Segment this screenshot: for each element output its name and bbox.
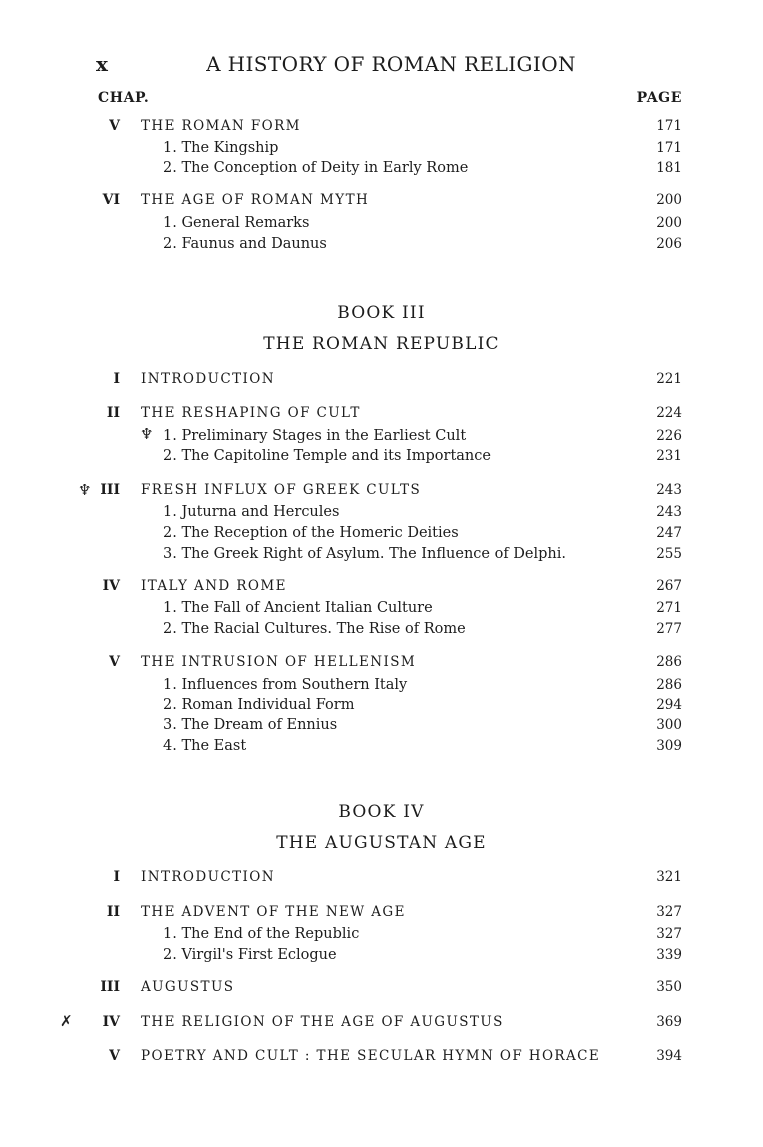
- chapter-number: IV: [102, 1014, 120, 1030]
- chapter-title: FRESH INFLUX OF GREEK CULTS: [141, 482, 422, 498]
- page-number: 277: [656, 621, 682, 637]
- toc-chapter-row: [0, 369, 763, 389]
- section-title: 2. Faunus and Daunus: [163, 236, 327, 252]
- page-number: 321: [656, 869, 682, 885]
- running-title: A HISTORY OF ROMAN RELIGION: [206, 52, 576, 76]
- page-number: 267: [656, 578, 682, 594]
- margin-mark: ✗: [60, 1012, 73, 1030]
- page-number: 294: [656, 697, 682, 713]
- chapter-title: POETRY AND CULT : THE SECULAR HYMN OF HORACE: [141, 1048, 601, 1064]
- toc-section-row: [0, 138, 763, 158]
- page-number: 327: [656, 904, 682, 920]
- chapter-title: ITALY AND ROME: [141, 578, 287, 594]
- section-title: 2. The Capitoline Temple and its Importance: [163, 448, 491, 464]
- section-title: 3. The Dream of Ennius: [163, 717, 338, 733]
- chapter-number: V: [109, 1048, 120, 1064]
- page-number: 224: [656, 405, 682, 421]
- chapter-title: THE AGE OF ROMAN MYTH: [141, 192, 370, 208]
- chapter-number: II: [106, 405, 120, 421]
- toc-chapter-row: [0, 576, 763, 596]
- page-number: 247: [656, 525, 682, 541]
- toc-section-row: [0, 598, 763, 618]
- chap-column-heading: CHAP.: [98, 90, 150, 106]
- toc-chapter-row: [0, 867, 763, 887]
- chapter-title: THE ADVENT OF THE NEW AGE: [141, 904, 406, 920]
- toc-chapter-row: [0, 902, 763, 922]
- chapter-number: IV: [102, 578, 120, 594]
- toc-section-row: [0, 234, 763, 254]
- toc-section-row: [0, 213, 763, 233]
- section-title: 1. The Kingship: [163, 140, 279, 156]
- toc-chapter-row: [0, 1012, 763, 1032]
- page-number: 309: [656, 738, 682, 754]
- section-title: 2. Virgil's First Eclogue: [163, 947, 337, 963]
- page-number: 206: [656, 236, 682, 252]
- book-heading: BOOK IV: [338, 802, 425, 822]
- toc-section-row: [0, 945, 763, 965]
- chapter-number: I: [113, 371, 120, 387]
- chapter-title: THE RESHAPING OF CULT: [141, 405, 361, 421]
- page-number: 221: [656, 371, 682, 387]
- section-title: 4. The East: [163, 738, 247, 754]
- chapter-number: III: [100, 979, 120, 995]
- toc-section-row: [0, 619, 763, 639]
- running-head: [96, 52, 686, 78]
- toc-section-row: [0, 446, 763, 466]
- section-title: 2. The Racial Cultures. The Rise of Rome: [163, 621, 466, 637]
- toc-chapter-row: [0, 480, 763, 500]
- page-number: 243: [656, 482, 682, 498]
- chapter-title: AUGUSTUS: [141, 979, 235, 995]
- toc-section-row: [0, 426, 763, 446]
- toc-section-row: [0, 502, 763, 522]
- book-subtitle: THE AUGUSTAN AGE: [276, 833, 487, 853]
- chapter-title: INTRODUCTION: [141, 869, 275, 885]
- chapter-title: THE RELIGION OF THE AGE OF AUGUSTUS: [141, 1014, 504, 1030]
- margin-mark: ♆: [78, 481, 92, 499]
- page-number: 286: [656, 677, 682, 693]
- chapter-number: V: [109, 118, 120, 134]
- page-number: 327: [656, 926, 682, 942]
- section-title: 3. The Greek Right of Asylum. The Influence of Delphi.: [163, 546, 567, 562]
- chapter-title: THE INTRUSION OF HELLENISM: [141, 654, 417, 670]
- chapter-number: VI: [102, 192, 120, 208]
- toc-section-row: [0, 695, 763, 715]
- toc-chapter-row: [0, 1046, 763, 1066]
- chapter-number: V: [109, 654, 120, 670]
- book-heading: BOOK III: [337, 303, 426, 323]
- section-title: 1. Juturna and Hercules: [163, 504, 340, 520]
- toc-section-row: [0, 523, 763, 543]
- section-title: 1. Preliminary Stages in the Earliest Cult: [163, 428, 467, 444]
- chapter-title: THE ROMAN FORM: [141, 118, 301, 134]
- page-number: 200: [656, 192, 682, 208]
- page-number: 243: [656, 504, 682, 520]
- page-number: 339: [656, 947, 682, 963]
- section-title: 1. The End of the Republic: [163, 926, 360, 942]
- page-number: 286: [656, 654, 682, 670]
- page-number: 171: [656, 140, 682, 156]
- page-number: 171: [656, 118, 682, 134]
- toc-section-row: [0, 736, 763, 756]
- page-number: 181: [656, 160, 682, 176]
- toc-section-row: [0, 924, 763, 944]
- page-number: 369: [656, 1014, 682, 1030]
- toc-chapter-row: [0, 190, 763, 210]
- page-number: 350: [656, 979, 682, 995]
- chapter-number: I: [113, 869, 120, 885]
- section-title: 1. Influences from Southern Italy: [163, 677, 408, 693]
- toc-section-row: [0, 544, 763, 564]
- page-number: 255: [656, 546, 682, 562]
- toc-section-row: [0, 675, 763, 695]
- section-title: 2. Roman Individual Form: [163, 697, 355, 713]
- toc-chapter-row: [0, 116, 763, 136]
- toc-chapter-row: [0, 403, 763, 423]
- toc-section-row: [0, 715, 763, 735]
- chapter-title: INTRODUCTION: [141, 371, 275, 387]
- folio: x: [96, 52, 108, 76]
- toc-chapter-row: [0, 652, 763, 672]
- margin-mark: ♆: [140, 425, 154, 443]
- section-title: 2. The Conception of Deity in Early Rome: [163, 160, 469, 176]
- page-number: 200: [656, 215, 682, 231]
- toc-section-row: [0, 158, 763, 178]
- book-subtitle: THE ROMAN REPUBLIC: [263, 334, 500, 354]
- toc-chapter-row: [0, 977, 763, 997]
- section-title: 1. The Fall of Ancient Italian Culture: [163, 600, 433, 616]
- chapter-number: III: [100, 482, 120, 498]
- page-number: 300: [656, 717, 682, 733]
- page-number: 271: [656, 600, 682, 616]
- section-title: 2. The Reception of the Homeric Deities: [163, 525, 459, 541]
- page-number: 226: [656, 428, 682, 444]
- page-number: 394: [656, 1048, 682, 1064]
- page-column-heading: PAGE: [636, 90, 682, 106]
- chapter-number: II: [106, 904, 120, 920]
- page-number: 231: [656, 448, 682, 464]
- section-title: 1. General Remarks: [163, 215, 310, 231]
